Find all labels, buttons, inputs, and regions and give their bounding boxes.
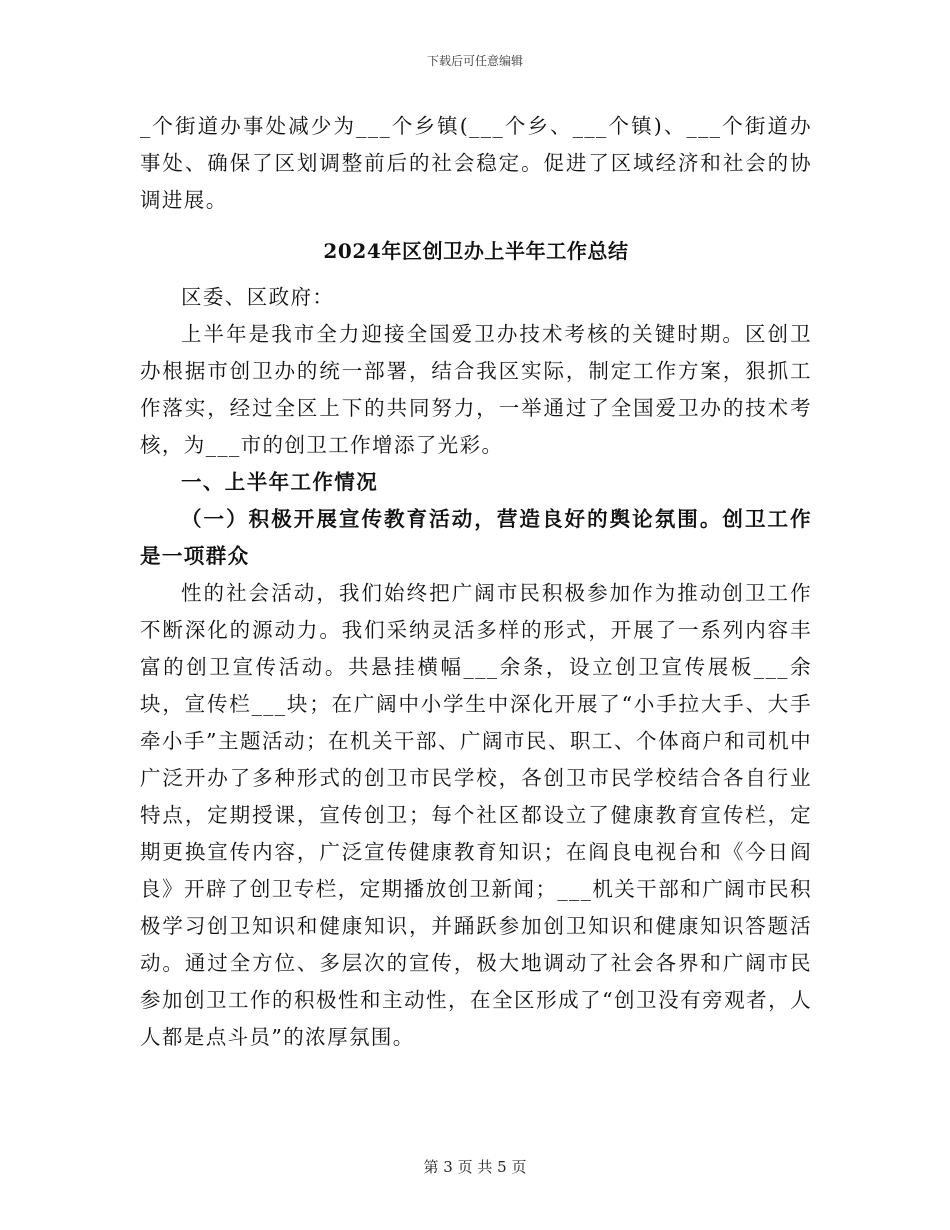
page-header: 下载后可任意编辑 [426,54,523,68]
paragraph-2: 性的社会活动，我们始终把广阔市民积极参加作为推动创卫工作不断深化的源动力。我们采纳灵活多样的形式，开展了一系列内容丰富的创卫宣传活动。共悬挂横幅___余条，设立创卫宣传展板___余块，宣传栏___块；在广阔中小学生中深化开展了“小手拉大手、大手牵小手”主题活动；在机关干部、广阔市民、职工、个体商户和司机中广泛开办了多种形式的创卫市民学校，各创卫市民学校结合各自行业特点，定期授课，宣传创卫；每个社区都设立了健康教育宣传栏，定期更换宣传内容，广泛宣传健康教育知识；在阎良电视台和《今日阎良》开辟了创卫专栏，定期播放创卫新闻；___机关干部和广阔市民积极学习创卫知识和健康知识，并踊跃参加创卫知识和健康知识答题活动。通过全方位、多层次的宣传，极大地调动了社会各界和广阔市民参加创卫工作的积极性和主动性，在全区形成了“创卫没有旁观者，人人都是点斗员”的浓厚氛围。 [140,581,812,1049]
document-title: 2024年区创卫办上半年工作总结 [323,239,629,263]
section-heading: 一、上半年工作情况 [181,470,379,494]
document-body [140,108,812,1056]
intro-paragraph: _个街道办事处减少为___个乡镇(___个乡、___个镇)、___个街道办事处、确保了区划调整前后的社会稳定。促进了区域经济和社会的协调进展。 [140,114,812,212]
page-number: 第 3 页 共 5 页 [423,1158,527,1176]
salutation: 区委、区政府： [181,285,335,309]
subsection-heading: （一）积极开展宣传教育活动，营造良好的舆论氛围。创卫工作是一项群众 [140,507,812,568]
paragraph-1: 上半年是我市全力迎接全国爱卫办技术考核的关键时期。区创卫办根据市创卫办的统一部署，结合我区实际，制定工作方案，狠抓工作落实，经过全区上下的共同努力，一举通过了全国爱卫办的技术考核，为___市的创卫工作增添了光彩。 [140,322,812,457]
